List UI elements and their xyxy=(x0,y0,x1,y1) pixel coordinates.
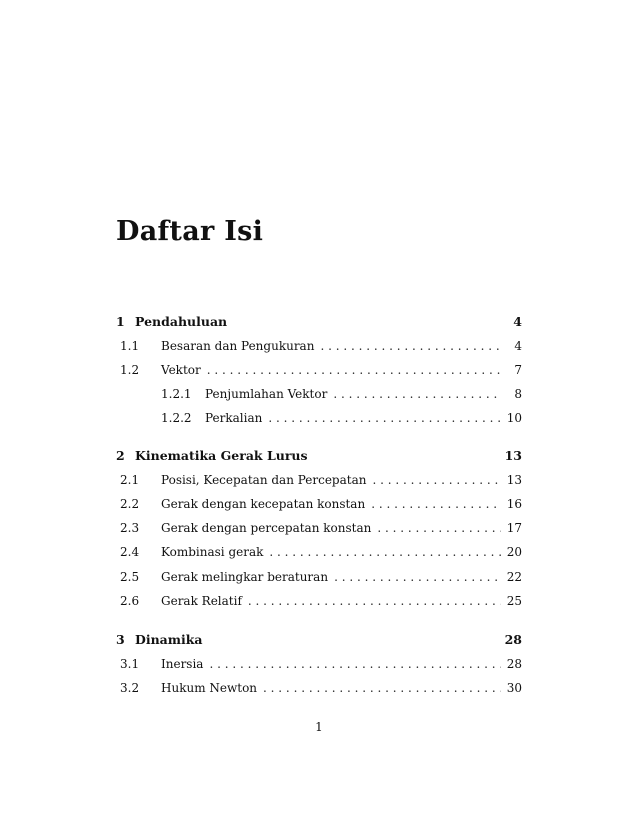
dot-leader xyxy=(377,521,500,535)
page-number: 1 xyxy=(315,720,323,734)
toc-section-2-2[interactable] xyxy=(120,497,522,511)
section-page: 22 xyxy=(506,570,522,584)
dot-leader xyxy=(269,545,500,559)
section-page: 30 xyxy=(506,681,522,695)
section-page: 16 xyxy=(506,497,522,511)
section-page: 25 xyxy=(506,594,522,608)
dot-leader xyxy=(333,387,502,401)
section-label: Besaran dan Pengukuran xyxy=(161,339,315,353)
toc-section-3-1[interactable] xyxy=(120,657,522,671)
section-page: 28 xyxy=(506,657,522,671)
toc-section-2-4[interactable] xyxy=(120,545,522,559)
dot-leader xyxy=(207,363,502,377)
chapter-page: 13 xyxy=(504,448,522,463)
chapter-number: 1 xyxy=(116,314,125,329)
section-page: 4 xyxy=(514,339,522,353)
toc-chapter-3[interactable] xyxy=(116,632,522,647)
section-label: Inersia xyxy=(161,657,204,671)
toc-section-2-1[interactable] xyxy=(120,473,522,487)
dot-leader xyxy=(320,339,502,353)
section-number: 3.2 xyxy=(120,681,140,695)
section-number: 2.1 xyxy=(120,473,140,487)
section-number: 1.1 xyxy=(120,339,140,353)
dot-leader xyxy=(372,473,500,487)
section-number: 3.1 xyxy=(120,657,140,671)
dot-leader xyxy=(268,411,500,425)
section-number: 1.2 xyxy=(120,363,140,377)
section-number: 2.2 xyxy=(120,497,140,511)
section-label: Gerak dengan kecepatan konstan xyxy=(161,497,366,511)
toc-section-2-6[interactable] xyxy=(120,594,522,608)
chapter-number: 2 xyxy=(116,448,125,463)
chapter-page: 28 xyxy=(504,632,522,647)
dot-leader xyxy=(263,681,501,695)
chapter-page: 4 xyxy=(513,314,522,329)
dot-leader xyxy=(334,570,501,584)
toc-chapter-2[interactable] xyxy=(116,448,522,463)
section-label: Hukum Newton xyxy=(161,681,258,695)
toc-section-1-1[interactable] xyxy=(120,339,522,353)
toc-section-2-5[interactable] xyxy=(120,570,522,584)
section-page: 17 xyxy=(506,521,522,535)
dot-leader xyxy=(371,497,501,511)
section-number: 2.6 xyxy=(120,594,140,608)
toc-section-2-3[interactable] xyxy=(120,521,522,535)
section-label: Gerak Relatif xyxy=(161,594,242,608)
toc-subsection-1-2-2[interactable] xyxy=(161,411,522,425)
toc-subsection-1-2-1[interactable] xyxy=(161,387,522,401)
section-number: 2.3 xyxy=(120,521,140,535)
section-page: 20 xyxy=(506,545,522,559)
subsection-number: 1.2.1 xyxy=(161,387,192,401)
dot-leader xyxy=(248,594,501,608)
section-label: Posisi, Kecepatan dan Percepatan xyxy=(161,473,367,487)
section-page: 7 xyxy=(514,363,522,377)
subsection-number: 1.2.2 xyxy=(161,411,192,425)
section-number: 2.5 xyxy=(120,570,140,584)
chapter-label: Pendahuluan xyxy=(135,314,228,329)
section-number: 2.4 xyxy=(120,545,140,559)
section-label: Kombinasi gerak xyxy=(161,545,264,559)
chapter-label: Kinematika Gerak Lurus xyxy=(135,448,308,463)
subsection-page: 10 xyxy=(506,411,522,425)
subsection-label: Penjumlahan Vektor xyxy=(205,387,328,401)
toc-chapter-1[interactable] xyxy=(116,314,522,329)
dot-leader xyxy=(209,657,500,671)
toc-section-3-2[interactable] xyxy=(120,681,522,695)
subsection-page: 8 xyxy=(514,387,522,401)
section-label: Vektor xyxy=(161,363,201,377)
section-label: Gerak dengan percepatan konstan xyxy=(161,521,372,535)
chapter-number: 3 xyxy=(116,632,125,647)
section-label: Gerak melingkar beraturan xyxy=(161,570,329,584)
chapter-label: Dinamika xyxy=(135,632,203,647)
section-page: 13 xyxy=(506,473,522,487)
subsection-label: Perkalian xyxy=(205,411,263,425)
toc-section-1-2[interactable] xyxy=(120,363,522,377)
toc-title: Daftar Isi xyxy=(116,216,264,247)
